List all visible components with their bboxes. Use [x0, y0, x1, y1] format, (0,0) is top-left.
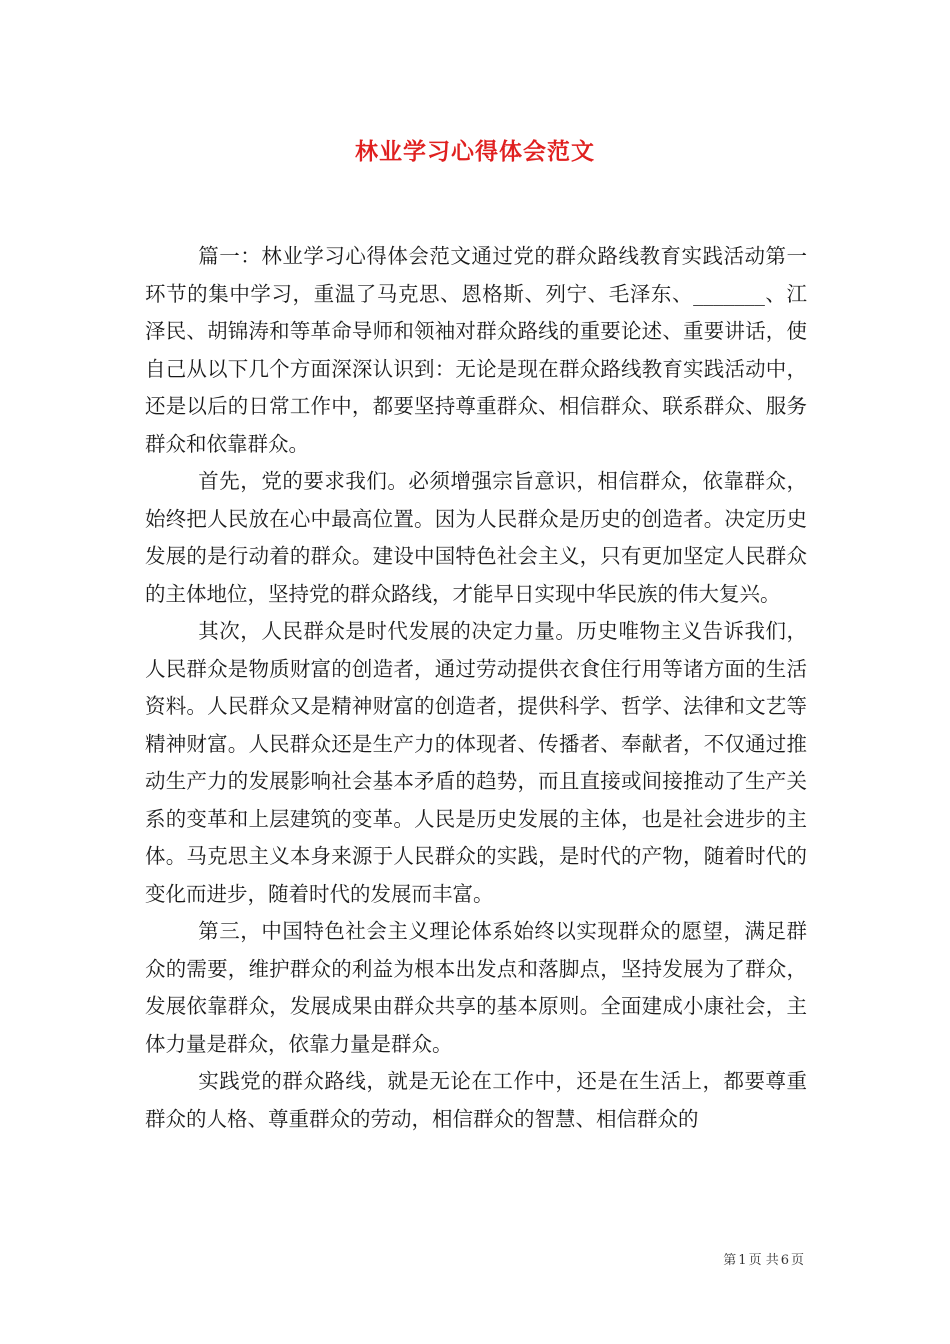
footer-middle: 页 共	[748, 1253, 779, 1268]
paragraph-1: 篇一：林业学习心得体会范文通过党的群众路线教育实践活动第一环节的集中学习，重温了马克思、恩格斯、列宁、毛泽东、_______、江泽民、胡锦涛和等革命导师和领袖对群众路线的重要论述、重要讲话，使自己从以下几个方面深深认识到：无论是现在群众路线教育实践活动中，还是以后的日常工作中，都要坚持尊重群众、相信群众、联系群众、服务群众和依靠群众。	[145, 244, 807, 456]
paragraph-2: 首先，党的要求我们。必须增强宗旨意识，相信群众，依靠群众，始终把人民放在心中最高位置。因为人民群众是历史的创造者。决定历史发展的是行动着的群众。建设中国特色社会主义，只有更加坚定人民群众的主体地位，坚持党的群众路线，才能早日实现中华民族的伟大复兴。	[145, 469, 807, 606]
paragraph-5: 实践党的群众路线，就是无论在工作中，还是在生活上，都要尊重群众的人格、尊重群众的劳动，相信群众的智慧、相信群众的	[145, 1069, 807, 1131]
footer-suffix: 页	[790, 1253, 804, 1268]
paragraph-4: 第三，中国特色社会主义理论体系始终以实现群众的愿望，满足群众的需要，维护群众的利益为根本出发点和落脚点，坚持发展为了群众，发展依靠群众，发展成果由群众共享的基本原则。全面建成小康社会，主体力量是群众，依靠力量是群众。	[145, 919, 807, 1056]
page-number-footer	[722, 1249, 805, 1268]
document-body	[145, 238, 807, 1138]
footer-current-page: 1	[738, 1253, 747, 1268]
footer-total-pages: 6	[780, 1253, 789, 1268]
document-title: 林业学习心得体会范文	[355, 138, 595, 165]
paragraph-3: 其次，人民群众是时代发展的决定力量。历史唯物主义告诉我们，人民群众是物质财富的创造者，通过劳动提供衣食住行用等诸方面的生活资料。人民群众又是精神财富的创造者，提供科学、哲学、法律和文艺等精神财富。人民群众还是生产力的体现者、传播者、奉献者，不仅通过推动生产力的发展影响社会基本矛盾的趋势，而且直接或间接推动了生产关系的变革和上层建筑的变革。人民是历史发展的主体，也是社会进步的主体。马克思主义本身来源于人民群众的实践，是时代的产物，随着时代的变化而进步，随着时代的发展而丰富。	[145, 619, 807, 906]
footer-prefix: 第	[723, 1253, 737, 1268]
